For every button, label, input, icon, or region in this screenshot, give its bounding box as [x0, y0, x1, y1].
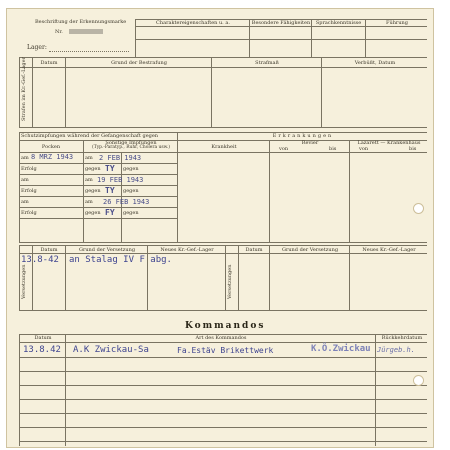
komm-entry-date: 13.8.42	[23, 345, 61, 355]
impf-s-gegen-1b: gegen	[123, 166, 139, 172]
label-nr: Nr.	[55, 29, 63, 35]
strafen-col-grund: Grund der Bestrafung	[111, 60, 167, 66]
punch-hole-2	[413, 375, 424, 386]
komm-col-datum: Datum	[34, 335, 52, 341]
impf-s-gegen-1: gegen	[85, 166, 101, 172]
strafen-col-strafmass: Strafmaß	[255, 60, 279, 66]
impf-am-1: am	[21, 155, 29, 161]
impf-am-2: am	[21, 177, 29, 183]
impf-erfolg-2: Erfolg	[21, 188, 37, 194]
vers-col-grund-2: Grund der Versetzung	[281, 247, 339, 253]
strafen-col-datum: Datum	[40, 60, 58, 66]
impf-s-am-1: am	[85, 155, 93, 161]
impf-s-gegen-2b: gegen	[123, 188, 139, 194]
stamp-ty-2: TY	[105, 186, 115, 195]
versetzungen-side-label-2: Versetzungen	[227, 264, 233, 299]
erk-lazarett-bis: bis	[409, 146, 417, 152]
punch-hole-1	[413, 203, 424, 214]
label-fuehrung: Führung	[386, 20, 408, 26]
impf-s-gegen-2: gegen	[85, 188, 101, 194]
komm-entry-signature: Jürgeb.h.	[377, 346, 415, 354]
vers-col-grund-1: Grund der Versetzung	[78, 247, 136, 253]
impf-am-3: am	[21, 199, 29, 205]
kommandos-title: Kommandos	[185, 321, 266, 331]
impf-heading: Schutzimpfungen während der Gefangenschaft gegen	[21, 133, 159, 139]
impf-col-sonstige-sub: (Typ.-Paratyp., Ruhr, Cholera usw.)	[92, 145, 170, 150]
stamp-pocken-date: 8 MRZ 1943	[31, 153, 74, 161]
label-lager: Lager:	[27, 44, 47, 51]
impf-s-am-3: am	[85, 199, 93, 205]
vers-col-lager-1: Neues Kr.-Gef.-Lager	[160, 247, 214, 253]
label-sprachkenntnisse: Sprachkenntnisse	[315, 20, 362, 26]
stamp-ty-1: TY	[105, 164, 115, 173]
redacted-number	[69, 29, 103, 34]
stamp-impf-date-3: 26 FEB 1943	[103, 198, 150, 206]
label-charakter: Charaktereigenschaften u. a.	[156, 20, 230, 26]
vers-col-datum-1: Datum	[40, 247, 58, 253]
strafen-col-verbuesst: Verbüßt, Datum	[354, 60, 396, 66]
komm-col-art: Art des Kommandos	[195, 335, 247, 341]
komm-entry-firm: Fa.Estäv Brikettwerk	[177, 346, 274, 355]
strafen-side-label: Strafen im Kr.-Gef.-Lager	[21, 57, 27, 121]
stamp-fy-3: FY	[105, 208, 115, 217]
erk-heading: Erkrankungen	[272, 133, 334, 139]
versetzungen-side-label-1: Versetzungen	[21, 264, 27, 299]
impf-s-gegen-3: gegen	[85, 210, 101, 216]
erk-revier-von: von	[279, 146, 289, 152]
stamp-impf-date-2: 19 FEB 1943	[97, 176, 144, 184]
label-faehigkeiten: Besondere Fähigkeiten	[251, 20, 311, 26]
impf-col-sonstige: Sonstige Impfungen	[105, 140, 157, 146]
erk-col-lazarett: Lazarett — Krankenhaus	[357, 140, 421, 146]
vers-entry-text: an Stalag IV F abg.	[69, 255, 172, 265]
impf-s-gegen-3b: gegen	[123, 210, 139, 216]
erk-lazarett-von: von	[359, 146, 369, 152]
vers-entry-date: 13.8-42	[21, 255, 59, 265]
impf-erfolg-3: Erfolg	[21, 210, 37, 216]
vers-col-datum-2: Datum	[245, 247, 263, 253]
komm-col-rueck: Rückkehrdatum	[381, 335, 423, 341]
label-erkennungsmarke: Beschriftung der Erkennungsmarke	[35, 19, 127, 25]
erk-col-krankheit: Krankheit	[211, 144, 237, 150]
komm-entry-stamp: K.Ö.Zwickau	[311, 344, 371, 354]
komm-entry-ak: A.K Zwickau-Sa	[73, 345, 149, 355]
vers-col-lager-2: Neues Kr.-Gef.-Lager	[362, 247, 416, 253]
impf-s-am-2: am	[85, 177, 93, 183]
impf-col-pocken: Pocken	[41, 144, 61, 150]
impf-erfolg-1: Erfolg	[21, 166, 37, 172]
stamp-impf-date-1: 2 FEB 1943	[99, 154, 142, 162]
record-card	[6, 8, 434, 448]
erk-revier-bis: bis	[329, 146, 337, 152]
erk-col-revier: Revier	[301, 140, 319, 146]
